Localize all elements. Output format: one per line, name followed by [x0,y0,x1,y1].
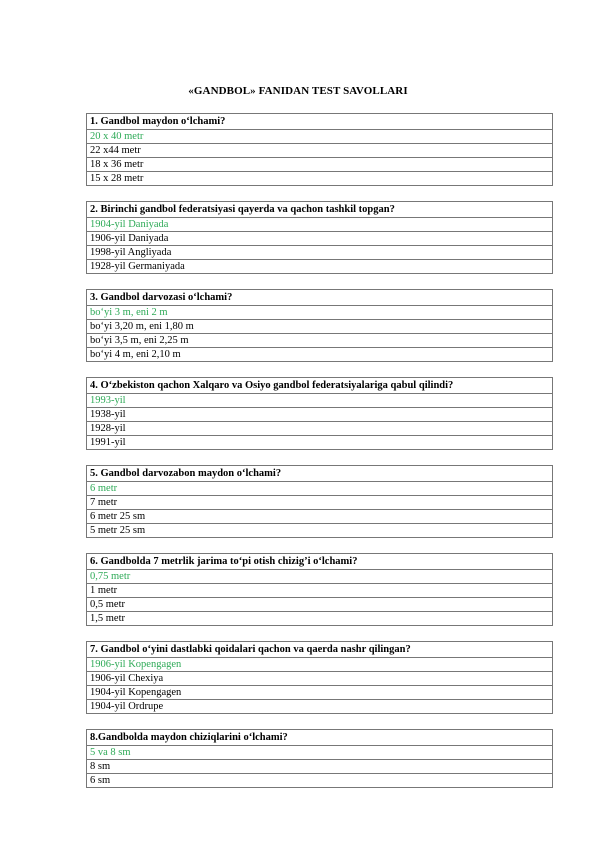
correct-answer-option: 20 x 40 metr [87,130,553,144]
answer-option: bo‘yi 4 m, eni 2,10 m [87,348,553,362]
answer-option: 15 x 28 metr [87,172,553,186]
answer-row [87,570,553,584]
question-block-1 [86,113,553,186]
answer-row [87,306,553,320]
question-block-7 [86,641,553,714]
answer-option: bo‘yi 3,20 m, eni 1,80 m [87,320,553,334]
answer-option: 1928-yil Germaniyada [87,260,553,274]
question-block-2 [86,201,553,274]
answer-row [87,746,553,760]
answer-row [87,658,553,672]
answer-row [87,436,553,450]
answer-option: 18 x 36 metr [87,158,553,172]
answer-row [87,408,553,422]
answer-row [87,482,553,496]
answer-option: 1938-yil [87,408,553,422]
answer-row [87,510,553,524]
questions-list [86,113,553,803]
correct-answer-option: bo‘yi 3 m, eni 2 m [87,306,553,320]
correct-answer-option: 1993-yil [87,394,553,408]
question-text: 4. O‘zbekiston qachon Xalqaro va Osiyo gandbol federatsiyalariga qabul qilindi? [87,378,553,394]
question-block-4 [86,377,553,450]
answer-row [87,232,553,246]
answer-row [87,774,553,788]
correct-answer-option: 1904-yil Daniyada [87,218,553,232]
answer-option: 1928-yil [87,422,553,436]
answer-option: 1998-yil Angliyada [87,246,553,260]
answer-row [87,218,553,232]
question-text: 3. Gandbol darvozasi o‘lchami? [87,290,553,306]
question-text: 8.Gandbolda maydon chiziqlarini o‘lchami? [87,730,553,746]
question-row [87,554,553,570]
answer-option: 1 metr [87,584,553,598]
answer-row [87,172,553,186]
answer-row [87,246,553,260]
answer-row [87,612,553,626]
answer-row [87,130,553,144]
answer-row [87,334,553,348]
answer-row [87,672,553,686]
answer-option: 8 sm [87,760,553,774]
answer-row [87,320,553,334]
answer-option: 5 metr 25 sm [87,524,553,538]
question-text: 5. Gandbol darvozabon maydon o‘lchami? [87,466,553,482]
document-title: «GANDBOL» FANIDAN TEST SAVOLLARI [188,85,408,97]
question-row [87,642,553,658]
answer-row [87,260,553,274]
question-row [87,202,553,218]
answer-option: 7 metr [87,496,553,510]
question-text: 6. Gandbolda 7 metrlik jarima to‘pi otish chizig’i o‘lchami? [87,554,553,570]
question-block-3 [86,289,553,362]
answer-option: 1906-yil Daniyada [87,232,553,246]
answer-row [87,348,553,362]
question-block-8 [86,729,553,788]
answer-row [87,496,553,510]
answer-option: 6 metr 25 sm [87,510,553,524]
answer-option: 1,5 metr [87,612,553,626]
answer-row [87,584,553,598]
question-text: 2. Birinchi gandbol federatsiyasi qayerda va qachon tashkil topgan? [87,202,553,218]
answer-option: 22 x44 metr [87,144,553,158]
answer-option: 1904-yil Kopengagen [87,686,553,700]
answer-row [87,760,553,774]
question-row [87,730,553,746]
question-row [87,114,553,130]
question-row [87,466,553,482]
answer-row [87,422,553,436]
question-text: 1. Gandbol maydon o‘lchami? [87,114,553,130]
question-block-6 [86,553,553,626]
answer-option: 0,5 metr [87,598,553,612]
question-text: 7. Gandbol o‘yini dastlabki qoidalari qachon va qaerda nashr qilingan? [87,642,553,658]
answer-option: 1906-yil Chexiya [87,672,553,686]
question-block-5 [86,465,553,538]
correct-answer-option: 5 va 8 sm [87,746,553,760]
correct-answer-option: 0,75 metr [87,570,553,584]
answer-option: 1991-yil [87,436,553,450]
answer-option: bo‘yi 3,5 m, eni 2,25 m [87,334,553,348]
answer-row [87,144,553,158]
answer-row [87,394,553,408]
answer-row [87,524,553,538]
answer-option: 1904-yil Ordrupe [87,700,553,714]
answer-row [87,598,553,612]
correct-answer-option: 6 metr [87,482,553,496]
answer-row [87,158,553,172]
answer-row [87,700,553,714]
question-row [87,290,553,306]
answer-row [87,686,553,700]
question-row [87,378,553,394]
answer-option: 6 sm [87,774,553,788]
correct-answer-option: 1906-yil Kopengagen [87,658,553,672]
